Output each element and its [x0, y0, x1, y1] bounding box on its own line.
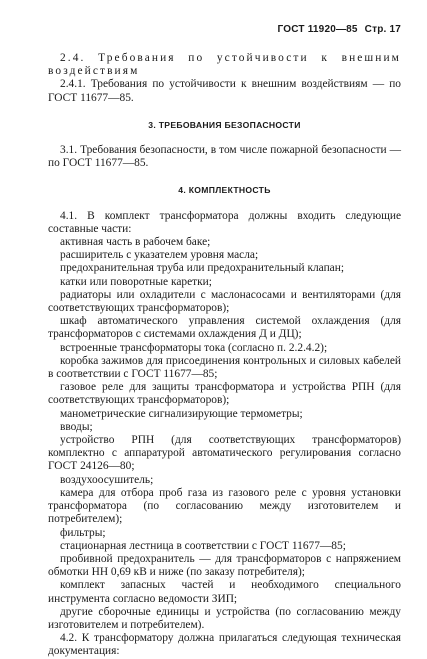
list-item: вводы;: [60, 420, 93, 433]
list-item: коробка зажимов для присоединения контрольных и силовых кабелей в соответствии с ГОСТ 11677—85;: [48, 354, 401, 381]
document-body: [48, 52, 401, 659]
list-item: другие сборочные единицы и устройства (по согласованию между изготовителем и потребителем).: [48, 605, 401, 631]
list-item: шкаф автоматического управления системой охлаждения (для трансформаторов с системами охлаждения Д и ДЦ);: [48, 315, 401, 341]
list-item: комплект запасных частей и необходимого специального инструмента согласно ведомости ЗИП;: [48, 579, 401, 605]
list-item: предохранительная труба или предохранительный клапан;: [60, 262, 345, 275]
page-label: Стр.: [364, 24, 387, 35]
clause-4-2: 4.2. К трансформатору должна прилагаться следующая техническая документация:: [48, 632, 401, 658]
section-4-title: 4. КОМПЛЕКТНОСТЬ: [178, 185, 271, 196]
list-item: манометрические сигнализирующие термометры;: [60, 407, 303, 420]
list-item: газовое реле для защиты трансформатора и устройства РПН (для соответствующих трансформаторов);: [48, 381, 401, 407]
clause-3-1: 3.1. Требования безопасности, в том числе пожарной безопасности — по ГОСТ 11677—85.: [48, 144, 401, 170]
list-item: пробивной предохранитель — для трансформаторов с напряжением обмотки НН 0,69 кВ и ниже (по заказу потребителя);: [48, 552, 401, 579]
list-item: встроенные трансформаторы тока (согласно п. 2.2.4.2);: [60, 341, 328, 354]
standard-number: ГОСТ 11920—85: [277, 24, 358, 35]
list-item: стационарная лестница в соответствии с ГОСТ 11677—85;: [60, 539, 346, 552]
clause-2-4: 2.4. Требования по устойчивости к внешним воздействиям: [48, 52, 401, 78]
list-item: воздухоосушитель;: [60, 473, 154, 486]
list-item: камера для отбора проб газа из газового реле с уровня установки трансформатора (по согласованию между изготовителем и потребителем);: [48, 486, 401, 526]
page-header: [278, 24, 401, 35]
list-item: радиаторы или охладители с маслонасосами и вентиляторами (для соответствующих трансформаторов);: [48, 288, 401, 315]
list-item: устройство РПН (для соответствующих трансформаторов) комплектно с аппаратурой автоматического регулирования согласно ГОСТ 24126—80;: [48, 434, 401, 473]
list-item: фильтры;: [60, 526, 106, 539]
clause-2-4-1: 2.4.1. Требования по устойчивости к внешним воздействиям — по ГОСТ 11677—85.: [48, 78, 401, 104]
list-item: активная часть в рабочем баке;: [60, 236, 211, 249]
list-item: расширитель с указателем уровня масла;: [60, 249, 259, 262]
page-number: 17: [389, 24, 401, 35]
clause-4-1: 4.1. В комплект трансформатора должны входить следующие составные части:: [48, 209, 401, 235]
section-3-title: 3. ТРЕБОВАНИЯ БЕЗОПАСНОСТИ: [148, 119, 301, 130]
list-item: катки или поворотные каретки;: [60, 275, 212, 288]
